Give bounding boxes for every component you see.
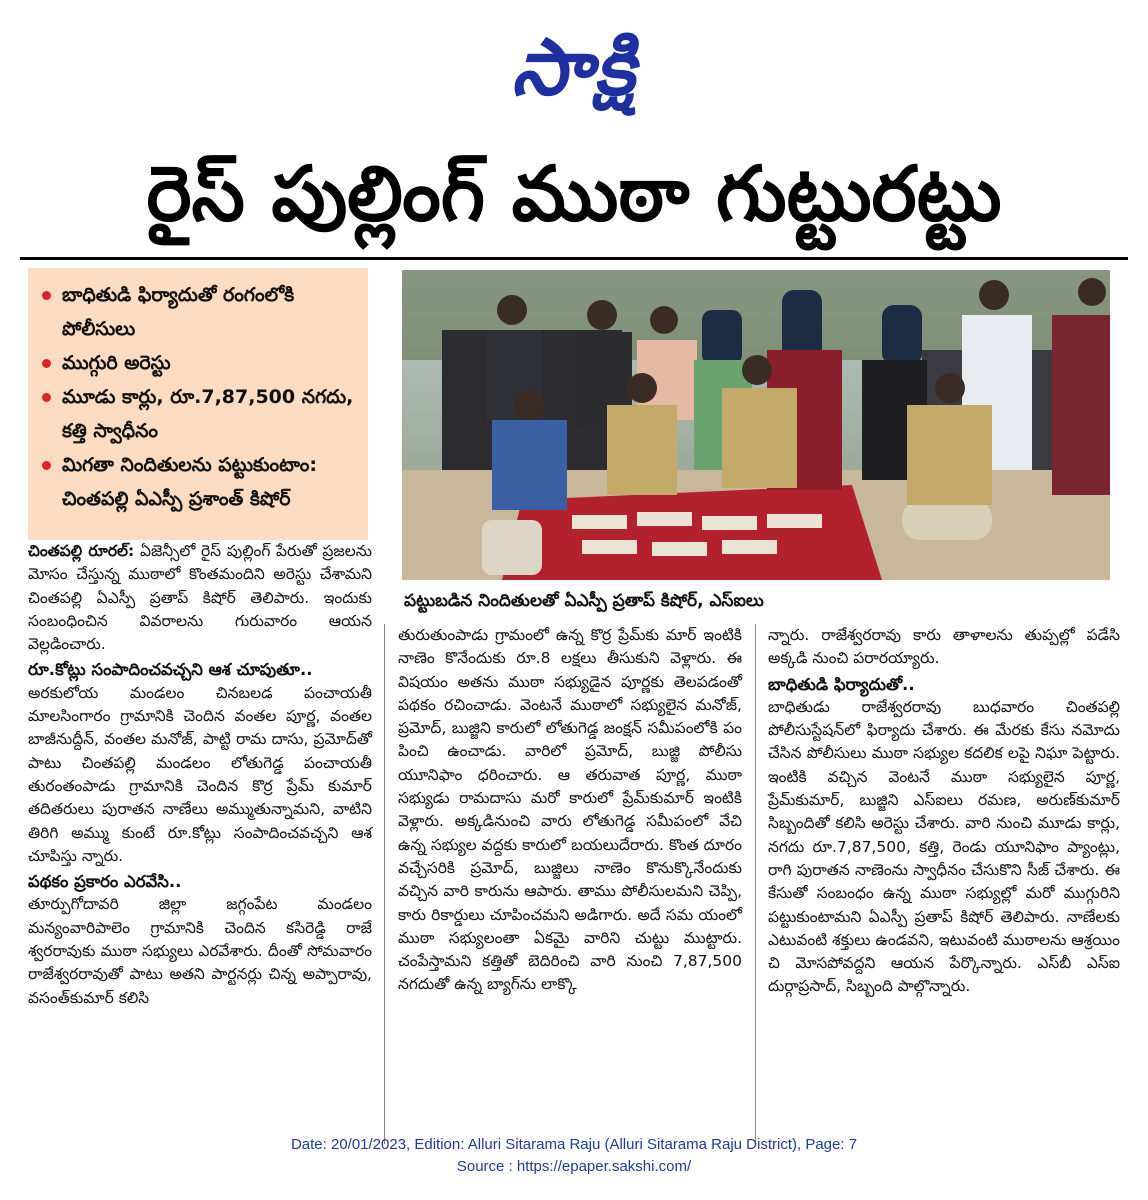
highlight-item: మూడు కార్లు, రూ.7,87,500 నగదు, కత్తి స్వాధీనం	[40, 380, 356, 448]
subheading: రూ.కోట్లు సంపాదించవచ్చని ఆశ చూపుతూ..	[28, 660, 313, 680]
page-title: రైస్ పుల్లింగ్ ముఠా గుట్టురట్టు	[146, 149, 1002, 238]
dateline: చింతపల్లి రూరల్‌:	[28, 542, 135, 560]
bullet-icon	[42, 393, 51, 402]
paragraph: న్నారు. రాజేశ్వరరావు కారు తాళాలను తుప్పల్లో పడేసి అక్కడి నుంచి పరారయ్యారు.	[768, 626, 1120, 668]
bullet-icon	[42, 291, 51, 300]
bullet-icon	[42, 359, 51, 368]
bullet-icon	[42, 461, 51, 470]
subheading: బాధితుడి ఫిర్యాదుతో..	[768, 674, 915, 694]
paragraph: అరకులోయ మండలం చినబలడ పంచాయతీ మాలసింగారం గ్రామానికి చెందిన వంతల పూర్ణ, వంతల బాజీనుద్దీన్, వంతల మనోజ్, పాట్టి రామ దాసు, ప్రమోద్‌తో పాటు చింతపల్లి మండలం లోతుగెడ్డ పంచాయతీ తురంతంపాడు గ్రామానికి చెందిన కొర్ర ప్రేమ్ కుమార్ తదితరులు పురాతన నాణేలు అమ్ముతున్నామని, వాటిని తిరిగి అమ్ము కుంటే రూ.కోట్లు సంపాదించవచ్చని ఆశ చూపిస్తు న్నారు.	[28, 683, 372, 865]
highlight-item: మిగతా నిందితులను పట్టుకుంటాం: చింతపల్లి ఏఎస్పీ ప్రశాంత్ కిషోర్	[40, 448, 356, 516]
headline-divider	[20, 257, 1128, 260]
paragraph: తురుతుంపాడు గ్రామంలో ఉన్న కొర్ర ప్రేమ్‌కు మార్ ఇంటికి నాణెం కొనేందుకు రూ.8 లక్షలు తీసుకుని వెళ్లారు. ఈ విషయం అతను ముఠా సభ్యుడైన పూర్ణకు తెలపడంతో పథకం రచించాడు. వెంటనే ముఠాలో సభ్యులైన మనోజ్, ప్రమోద్, బుజ్జిని కారులో లోతుగెడ్డ జంక్షన్ సమీపంలోకి పం పించి ఉంచాడు. వారిలో ప్రమోద్, బుజ్జి పోలీసు యూనిఫాం ధరించారు. ఆ తరువాత పూర్ణ, ముఠా సభ్యుడు రామదాసు మరో కారులో ప్రేమ్‌కుమార్ ఇంటికి వెళ్లారు. అక్కడినుంచి వారు లోతుగెడ్డ సమీపంలో వేచి ఉన్న సభ్యుల వద్దకు కారులో బయలుదేరారు. కొంత దూరం వచ్చేసరికి ప్రమోద్, బుజ్జిలు నాణెం కొనుక్కొనేందుకు వచ్చిన వారి కారును ఆపారు. తాము పోలీసులమని చెప్పి, కారు రికార్డులు చూపించమని అడిగారు. అదే సమ యంలో ముఠా సభ్యులంతా ఏకమై వారిని చుట్టు ముట్టారు. చంపేస్తామని కత్తితో బెదిరించి వారి నుంచి 7,87,500 నగదుతో ఉన్న బ్యాగ్‌ను లాక్కొ	[398, 626, 742, 994]
article-column-3	[768, 624, 1120, 999]
paragraph: తూర్పుగోదావరి జిల్లా జగ్గంపేట మండలం మన్యంవారిపాలెం గ్రామానికి చెందిన కసిరెడ్డి రాజే శ్వరరావుకు ముఠా సభ్యులు ఎరవేశారు. దీంతో సోమవారం రాజేశ్వరరావుతో పాటు అతని పార్టనర్లు చిన్న అప్పారావు, వసంత్‌కుమార్ కలిసి	[28, 895, 372, 1007]
column-divider	[384, 624, 385, 1144]
highlight-item: బాధితుడి ఫిర్యాదుతో రంగంలోకి పోలీసులు	[40, 278, 356, 346]
paragraph: బాధితుడు రాజేశ్వరరావు బుధవారం చింతపల్లి పోలీసుస్టేషన్‌లో ఫిర్యాదు చేశారు. ఈ మేరకు కేసు నమోదు చేసిన పోలీసులు ముఠా సభ్యుల కదలిక లపై నిఘా పెట్టారు. ఇంటికి వచ్చిన వెంటనే ముఠా సభ్యులైన పూర్ణ, ప్రేమ్‌కుమార్, బుజ్జిని ఎస్‌ఐలు రమణ, అరుణ్‌కుమార్ సిబ్బందితో కలిసి అరెస్టు చేశారు. వారి నుంచి మూడు కార్లు, నగదు రూ.7,87,500, కత్తి, రెండు యూనిఫాం ప్యాంట్లు, రాగి పురాతన నాణెంను స్వాధీనం చేసుకొని సీజ్ చేశారు. ఈ కేసుతో సంబంధం ఉన్న ముఠా సభ్యుల్లో మరో ముగ్గురిని పట్టుకుంటామని ఏఎస్పీ ప్రతాప్ కిషోర్ తెలిపారు. నాణేలకు ఎటువంటి శక్తులు ఉండవని, ఇటువంటి ముఠాలను ఆశ్రయిం చి మోసపోవద్దని ఆయన పేర్కొన్నారు. ఎస్‌బీ ఎస్‌ఐ దుర్గాప్రసాద్, సిబ్బంది పాల్గొన్నారు.	[768, 697, 1120, 996]
subheading: పథకం ప్రకారం ఎరవేసి..	[28, 872, 182, 892]
paragraph: చింతపల్లి రూరల్‌: ఏజెన్సీలో రైస్ పుల్లింగ్ పేరుతో ప్రజలను మోసం చేస్తున్న ముఠాలో కొంతమందిని అరెస్టు చేశామని చింతపల్లి ఏఎస్పీ ప్రతాప్ కిషోర్ తెలిపారు. ఇందుకు సంబంధించిన వివరాలను గురువారం ఆయన వెల్లడించారు.	[28, 542, 372, 654]
police-group-photo-image	[402, 270, 1110, 580]
masthead	[0, 8, 1148, 128]
highlight-item: ముగ్గురి అరెస్టు	[40, 346, 356, 380]
source-footer	[0, 1134, 1148, 1178]
news-photo	[402, 270, 1110, 580]
article-column-2	[398, 624, 742, 997]
source-link[interactable]: Source : https://epaper.sakshi.com/	[456, 1158, 692, 1175]
sakshi-logo: సాక్షి	[511, 23, 637, 113]
column-divider	[755, 624, 756, 1144]
photo-caption: పట్టుబడిన నిందితులతో ఏఎస్పీ ప్రతాప్ కిషోర్, ఎస్‌ఐలు	[404, 591, 764, 611]
article-column-1	[28, 540, 372, 1010]
edition-info: Date: 20/01/2023, Edition: Alluri Sitarama Raju (Alluri Sitarama Raju District), Page: 7	[290, 1136, 858, 1153]
highlights-box	[28, 268, 368, 540]
